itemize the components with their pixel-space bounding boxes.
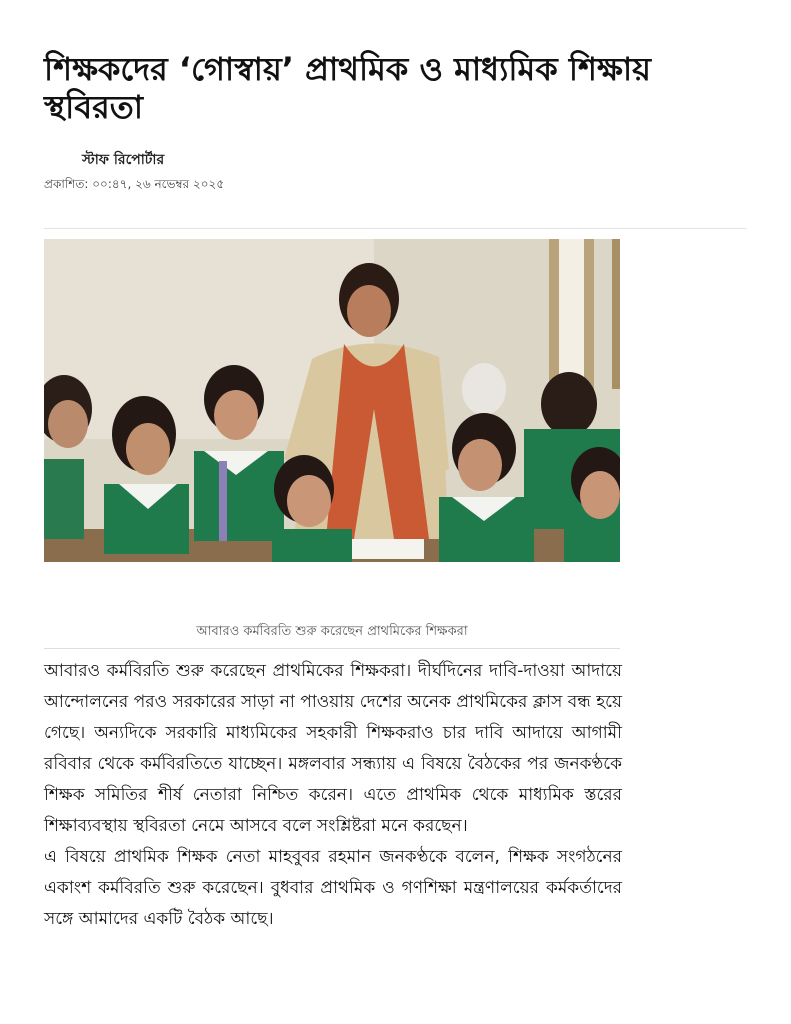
image-caption: আবারও কর্মবিরতি শুরু করেছেন প্রাথমিকের শিক্ষকরা <box>196 624 468 639</box>
article-headline: শিক্ষকদের ‘গোস্বায়’ প্রাথমিক ও মাধ্যমিক শিক্ষায় স্থবিরতা <box>44 50 651 126</box>
article-body <box>44 656 622 935</box>
published-timestamp: প্রকাশিত: ০০:৪৭, ২৬ নভেম্বর ২০২৫ <box>44 177 225 191</box>
header-divider <box>44 228 747 229</box>
caption-divider <box>44 648 620 649</box>
article-paragraph: এ বিষয়ে প্রাথমিক শিক্ষক নেতা মাহবুবর রহমান জনকণ্ঠকে বলেন, শিক্ষক সংগঠনের একাংশ কর্মবিরতি শুরু করেছেন। বুধবার প্রাথমিক ও গণশিক্ষা মন্ত্রণালয়ের কর্মকর্তাদের সঙ্গে আমাদের একটি বৈঠক আছে। <box>44 847 622 929</box>
article-paragraph: আবারও কর্মবিরতি শুরু করেছেন প্রাথমিকের শিক্ষকরা। দীর্ঘদিনের দাবি-দাওয়া আদায়ে আন্দোলনের পরও সরকারের সাড়া না পাওয়ায় দেশের অনেক প্রাথমিকের ক্লাস বন্ধ হয়ে গেছে। অন্যদিকে সরকারি মাধ্যমিকের সহকারী শিক্ষকরাও চার দাবি আদায়ে আগামী রবিবার থেকে কর্মবিরতিতে যাচ্ছেন। মঙ্গলবার সন্ধ্যায় এ বিষয়ে বৈঠকের পর জনকণ্ঠকে শিক্ষক সমিতির শীর্ষ নেতারা নিশ্চিত করেন। এতে প্রাথমিক থেকে মাধ্যমিক স্তরের শিক্ষাব্যবস্থায় স্থবিরতা নেমে আসবে বলে সংশ্লিষ্টরা মনে করছেন। <box>44 661 622 836</box>
article-photo[interactable] <box>44 239 620 562</box>
classroom-photo-illustration <box>44 239 620 562</box>
article-byline[interactable]: স্টাফ রিপোর্টার <box>82 152 165 168</box>
